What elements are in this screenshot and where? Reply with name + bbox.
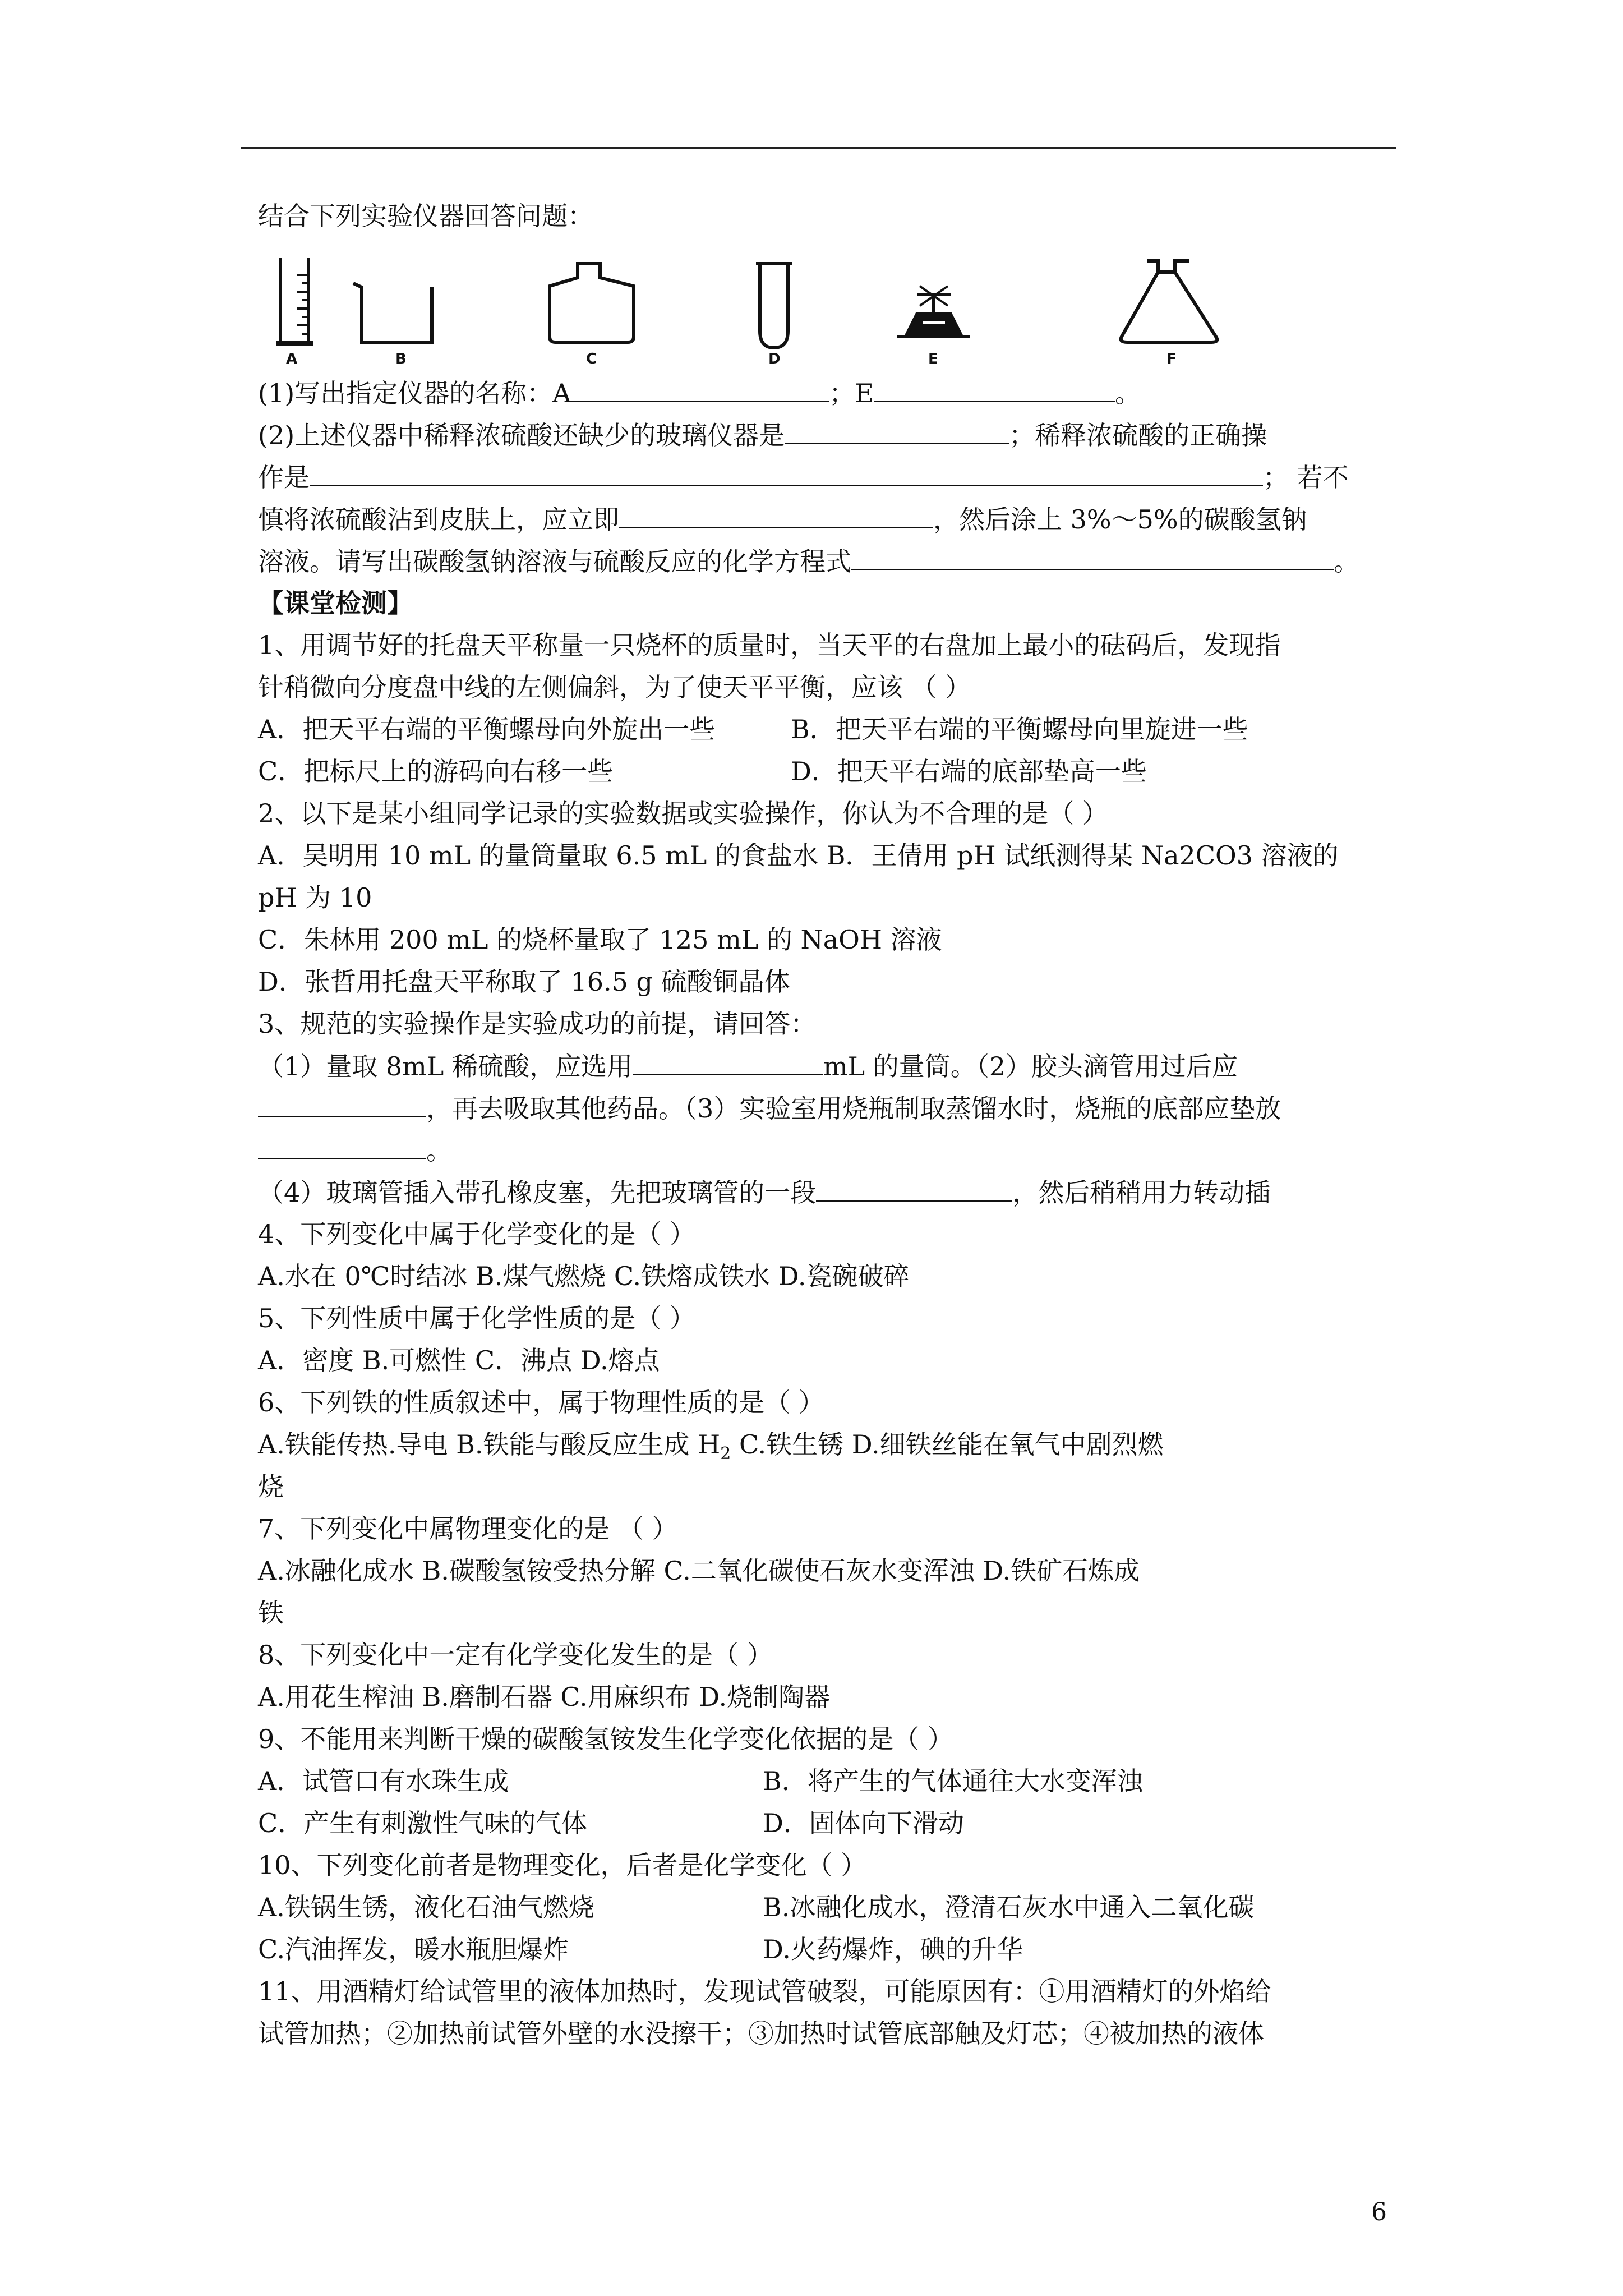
q6-options-line2: 烧 [258, 1471, 284, 1502]
answer-blank[interactable] [258, 1133, 426, 1159]
answer-blank[interactable] [619, 502, 933, 528]
figure-label-e: E [928, 351, 938, 365]
apparatus-q2-line4: 溶液。请写出碳酸氢钠溶液与硫酸反应的化学方程式 。 [258, 544, 1359, 578]
q1-option-b[interactable]: B．把天平右端的平衡螺母向里旋进一些 [791, 714, 1248, 744]
test-tube-icon [756, 264, 792, 348]
q2-option-ab-line1[interactable]: A．吴明用 10 mL 的量筒量取 6.5 mL 的食盐水 B．王倩用 pH 试纸测得某 Na2CO3 溶液的 [258, 840, 1339, 871]
q1-stem-line2: 针稍微向分度盘中线的左侧偏斜，为了使天平平衡，应该 （ ） [258, 672, 971, 702]
q3-line2: ，再去吸取其他药品。（3）实验室用烧瓶制取蒸馏水时，烧瓶的底部应垫放 [258, 1091, 1281, 1125]
q3-line1: （1）量取 8mL 稀硫酸，应选用 mL 的量筒。（2）胶头滴管用过后应 [258, 1049, 1238, 1083]
q6-options[interactable]: A.铁能传热.导电 B.铁能与酸反应生成 $H_2$ C.铁生锈 D.细铁丝能在氧气中剧烈燃 [258, 1429, 1164, 1464]
q6-stem: 6、下列铁的性质叙述中，属于物理性质的是（ ） [258, 1387, 824, 1418]
q3-line4: （4）玻璃管插入带孔橡皮塞，先把玻璃管的一段 ，然后稍稍用力转动插 [258, 1175, 1270, 1209]
figure-label-c: C [586, 351, 597, 365]
q5-options[interactable]: A．密度 B.可燃性 C．沸点 D.熔点 [258, 1345, 660, 1375]
q7-stem: 7、下列变化中属物理变化的是 （ ） [258, 1513, 678, 1544]
q9-option-b[interactable]: B．将产生的气体通往大水变浑浊 [763, 1766, 1143, 1796]
beaker-icon [353, 283, 432, 342]
q10-stem: 10、下列变化前者是物理变化，后者是化学变化（ ） [258, 1850, 867, 1880]
conical-flask-icon [1121, 261, 1217, 342]
q2-option-c[interactable]: C．朱林用 200 mL 的烧杯量取了 125 mL 的 NaOH 溶液 [258, 924, 942, 955]
apparatus-q2-line1: (2)上述仪器中稀释浓硫酸还缺少的玻璃仪器是 ；稀释浓硫酸的正确操 [258, 418, 1267, 452]
answer-blank[interactable] [633, 1049, 823, 1075]
q1-stem-line1: 1、用调节好的托盘天平称量一只烧杯的质量时，当天平的右盘加上最小的砝码后，发现指 [258, 630, 1281, 660]
q10-option-d[interactable]: D.火药爆炸，碘的升华 [763, 1934, 1023, 1964]
q4-options[interactable]: A.水在 0℃时结冰 B.煤气燃烧 C.铁熔成铁水 D.瓷碗破碎 [258, 1261, 910, 1291]
answer-blank[interactable] [571, 376, 829, 402]
answer-blank[interactable] [310, 460, 1263, 486]
q11-line2: 试管加热；②加热前试管外壁的水没擦干；③加热时试管底部触及灯芯；④被加热的液体 [258, 2018, 1264, 2049]
answer-blank[interactable] [874, 376, 1115, 402]
q9-option-a[interactable]: A．试管口有水珠生成 [258, 1766, 509, 1796]
figure-label-f: F [1166, 351, 1177, 365]
q1-option-d[interactable]: D．把天平右端的底部垫高一些 [791, 756, 1147, 786]
q9-option-d[interactable]: D．固体向下滑动 [763, 1808, 964, 1838]
q1-option-c[interactable]: C．把标尺上的游码向右移一些 [258, 756, 614, 786]
q7-options-line2: 铁 [258, 1598, 284, 1628]
q2-option-d[interactable]: D．张哲用托盘天平称取了 16.5 g 硫酸铜晶体 [258, 967, 790, 997]
apparatus-figure [264, 252, 1273, 365]
header-rule [241, 147, 1396, 149]
q9-stem: 9、不能用来判断干燥的碳酸氢铵发生化学变化依据的是（ ） [258, 1724, 953, 1754]
intro-text: 结合下列实验仪器回答问题： [258, 201, 593, 231]
q1-option-a[interactable]: A．把天平右端的平衡螺母向外旋出一些 [258, 714, 716, 744]
q5-stem: 5、下列性质中属于化学性质的是（ ） [258, 1303, 695, 1333]
reagent-bottle-icon [550, 264, 634, 342]
figure-label-b: B [395, 351, 407, 365]
apparatus-q2-line3: 慎将浓硫酸沾到皮肤上，应立即 ，然后涂上 3%～5%的碳酸氢钠 [258, 502, 1307, 536]
answer-blank[interactable] [851, 544, 1334, 570]
q8-stem: 8、下列变化中一定有化学变化发生的是（ ） [258, 1640, 773, 1670]
q10-option-c[interactable]: C.汽油挥发，暖水瓶胆爆炸 [258, 1934, 569, 1964]
q10-option-b[interactable]: B.冰融化成水，澄清石灰水中通入二氧化碳 [763, 1892, 1255, 1922]
q4-stem: 4、下列变化中属于化学变化的是（ ） [258, 1219, 695, 1249]
apparatus-q1-line: (1)写出指定仪器的名称：A ；E 。 [258, 376, 1141, 410]
section-title: 【课堂检测】 [258, 588, 413, 618]
graduated-cylinder-icon [276, 258, 313, 343]
q3-stem: 3、规范的实验操作是实验成功的前提，请回答： [258, 1009, 817, 1039]
q2-option-ab-line2: pH 为 10 [258, 882, 372, 913]
answer-blank[interactable] [785, 418, 1009, 444]
q2-stem: 2、以下是某小组同学记录的实验数据或实验操作，你认为不合理的是（ ） [258, 798, 1108, 829]
q8-options[interactable]: A.用花生榨油 B.磨制石器 C.用麻织布 D.烧制陶器 [258, 1682, 831, 1712]
q3-line3: 。 [258, 1133, 452, 1167]
answer-blank[interactable] [816, 1175, 1012, 1202]
q10-option-a[interactable]: A.铁锅生锈，液化石油气燃烧 [258, 1892, 594, 1922]
q7-options[interactable]: A.冰融化成水 B.碳酸氢铵受热分解 C.二氧化碳使石灰水变浑浊 D.铁矿石炼成 [258, 1556, 1140, 1586]
figure-label-a: A [286, 351, 298, 365]
alcohol-lamp-icon [897, 286, 970, 337]
page-number: 6 [1371, 2198, 1387, 2226]
answer-blank[interactable] [258, 1091, 426, 1117]
apparatus-q2-line2: 作是 ； 若不 [258, 460, 1349, 494]
q11-line1: 11、用酒精灯给试管里的液体加热时，发现试管破裂，可能原因有：①用酒精灯的外焰给 [258, 1976, 1271, 2007]
q9-option-c[interactable]: C．产生有刺激性气味的气体 [258, 1808, 588, 1838]
figure-label-d: D [768, 351, 781, 365]
